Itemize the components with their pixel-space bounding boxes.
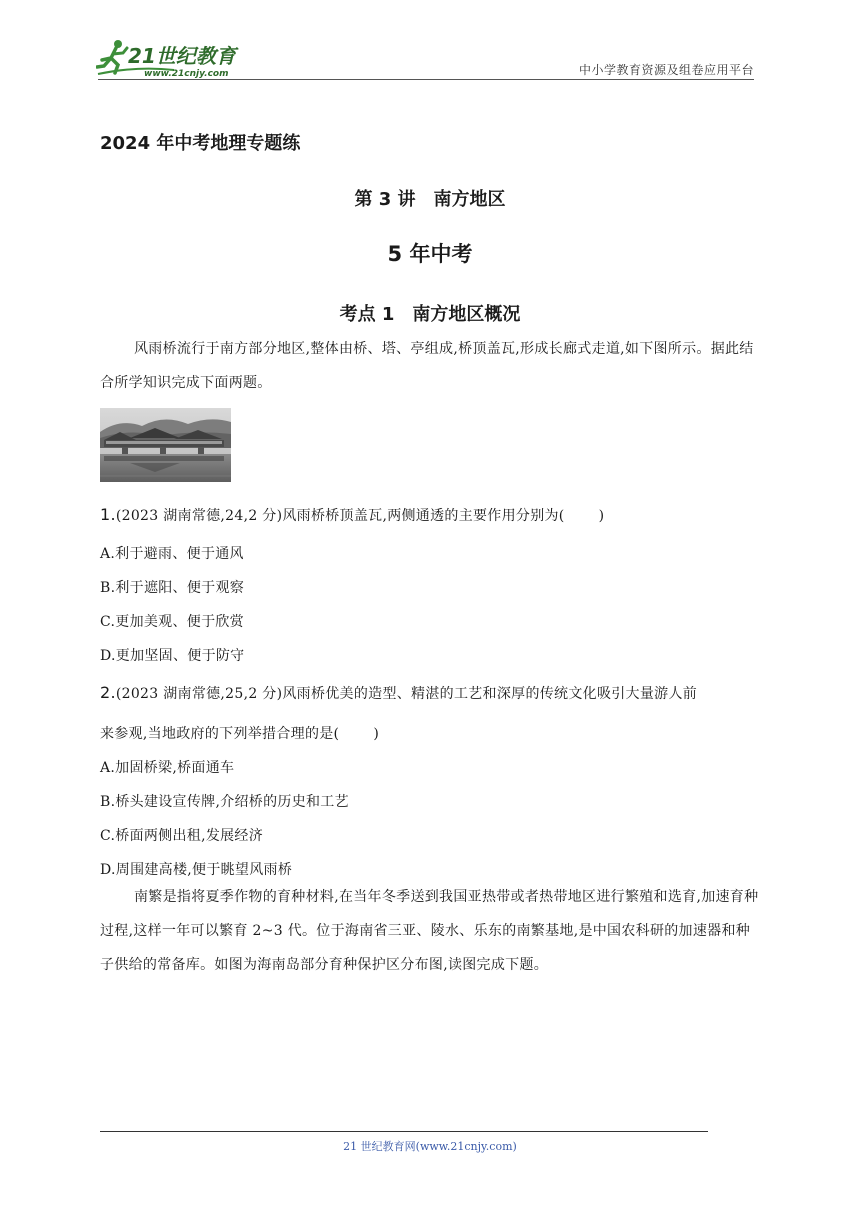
question-2-option-c: C.桥面两侧出租,发展经济 — [100, 828, 264, 844]
footer-site[interactable]: 21 世纪教育网(www.21cnjy.com) — [343, 1140, 517, 1153]
passage-wind-rain-bridge: 风雨桥流行于南方部分地区,整体由桥、塔、亭组成,桥顶盖瓦,形成长廊式走道,如下图所示。据此结合所学知识完成下面两题。 — [100, 341, 754, 391]
question-2-number: 2. — [100, 683, 116, 702]
question-1 — [100, 505, 604, 525]
question-2 — [100, 683, 697, 703]
question-1-close-paren: ) — [598, 508, 605, 524]
question-1-option-d: D.更加坚固、便于防守 — [100, 648, 245, 664]
document-title: 2024 年中考地理专题练 — [100, 133, 301, 154]
question-2-option-a: A.加固桥梁,桥面通车 — [100, 760, 235, 776]
question-1-number: 1. — [100, 505, 116, 524]
question-1-option-a: A.利于避雨、便于通风 — [100, 546, 244, 562]
question-2-option-d: D.周围建高楼,便于眺望风雨桥 — [100, 862, 293, 878]
lecture-number: 第 3 讲 — [354, 189, 416, 210]
passage-nanfan: 南繁是指将夏季作物的育种材料,在当年冬季送到我国亚热带或者热带地区进行繁殖和选育,加速育种过程,这样一年可以繁育 2~3 代。位于海南省三亚、陵水、乐东的南繁基地,是中国农科研的加速器和种子供给的常备库。如图为海南岛部分育种保护区分布图,读图完成下题。 — [100, 889, 759, 973]
question-1-text: (2023 湖南常德,24,2 分)风雨桥桥顶盖瓦,两侧通透的主要作用分别为( — [115, 508, 565, 524]
question-2-option-b: B.桥头建设宣传牌,介绍桥的历史和工艺 — [100, 794, 349, 810]
topic-title: 南方地区概况 — [412, 304, 521, 325]
footer-divider — [100, 1131, 708, 1132]
question-2-line2 — [100, 723, 379, 743]
topic-heading — [0, 300, 860, 326]
header-tagline: 中小学教育资源及组卷应用平台 — [578, 63, 754, 77]
logo-text: 21世纪教育 — [128, 44, 236, 68]
question-1-option-b: B.利于遮阳、便于观察 — [100, 580, 245, 596]
logo-url: www.21cnjy.com — [144, 69, 229, 79]
question-2-text-line2: 来参观,当地政府的下列举措合理的是( — [100, 726, 340, 742]
header-divider — [98, 79, 754, 80]
question-2-text-line1: (2023 湖南常德,25,2 分)风雨桥优美的造型、精湛的工艺和深厚的传统文化吸引大量游人前 — [115, 686, 698, 702]
question-1-option-c: C.更加美观、便于欣赏 — [100, 614, 244, 630]
lecture-heading — [0, 185, 860, 211]
question-2-close-paren: ) — [373, 726, 380, 742]
site-logo — [96, 36, 256, 80]
section-title: 5 年中考 — [387, 242, 473, 266]
topic-number: 考点 1 — [339, 304, 395, 325]
wind-rain-bridge-photo — [100, 408, 231, 482]
lecture-title: 南方地区 — [433, 189, 506, 210]
